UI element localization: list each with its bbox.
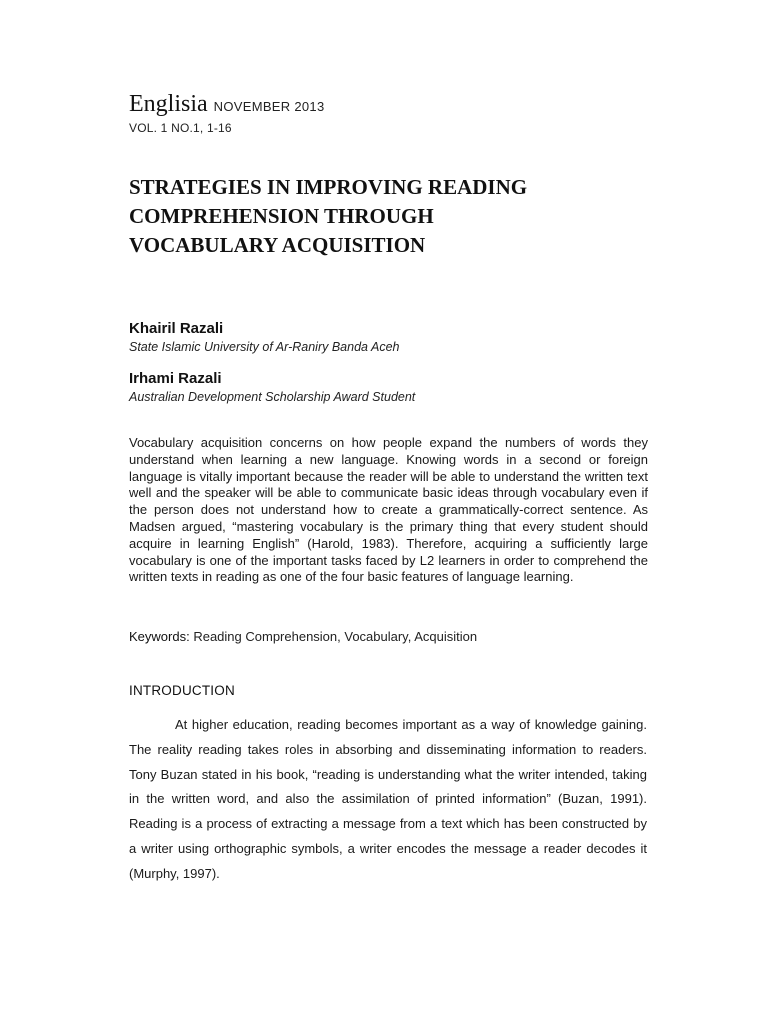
paper-title (129, 173, 649, 260)
issue-date: NOVEMBER 2013 (213, 99, 325, 114)
volume-info: VOL. 1 NO.1, 1-16 (129, 121, 232, 135)
author-block (129, 319, 649, 356)
journal-name: Englisia (129, 91, 208, 117)
author-block (129, 369, 649, 406)
title-line: STRATEGIES IN IMPROVING READING (129, 175, 528, 199)
author-affiliation: State Islamic University of Ar-Raniry Banda Aceh (129, 340, 400, 354)
title-line: VOCABULARY ACQUISITION (129, 233, 426, 257)
author-affiliation: Australian Development Scholarship Award Student (129, 390, 416, 404)
title-line: COMPREHENSION THROUGH (129, 204, 434, 228)
introduction-paragraph: At higher education, reading becomes important as a way of knowledge gaining. The reality reading takes roles in absorbing and disseminating information to readers. Tony Buzan stated in his book, “reading is understanding what the writer intended, taking in the written word, and also the assimilation of printed information” (Buzan, 1991). Reading is a process of extracting a message from a text which has been constructed by a writer using orthographic symbols, a writer encodes the message a reader decodes it (Murphy, 1997). (129, 717, 647, 881)
keywords-line (129, 628, 649, 646)
journal-line (129, 92, 649, 119)
abstract-paragraph: Vocabulary acquisition concerns on how people expand the numbers of words they understand when learning a new language. Knowing words in a second or foreign language is vitally important because the reader will be able to understand the written text well and the speaker will be able to communicate basic ideas through vocabulary even if the person does not understand how to create a grammatically-correct sentence. As Madsen argued, “mastering vocabulary is the primary thing that every student should acquire in learning English” (Harold, 1983). Therefore, acquiring a sufficiently large vocabulary is one of the important tasks faced by L2 learners in order to comprehend the written texts in reading as one of the four basic features of language learning. (129, 435, 648, 585)
author-name: Khairil Razali (129, 320, 224, 337)
keywords-label: Keywords: (129, 629, 190, 644)
keywords-value: Reading Comprehension, Vocabulary, Acquisition (193, 629, 478, 644)
section-heading: INTRODUCTION (129, 683, 235, 698)
journal-masthead (129, 92, 649, 135)
author-name: Irhami Razali (129, 370, 222, 387)
